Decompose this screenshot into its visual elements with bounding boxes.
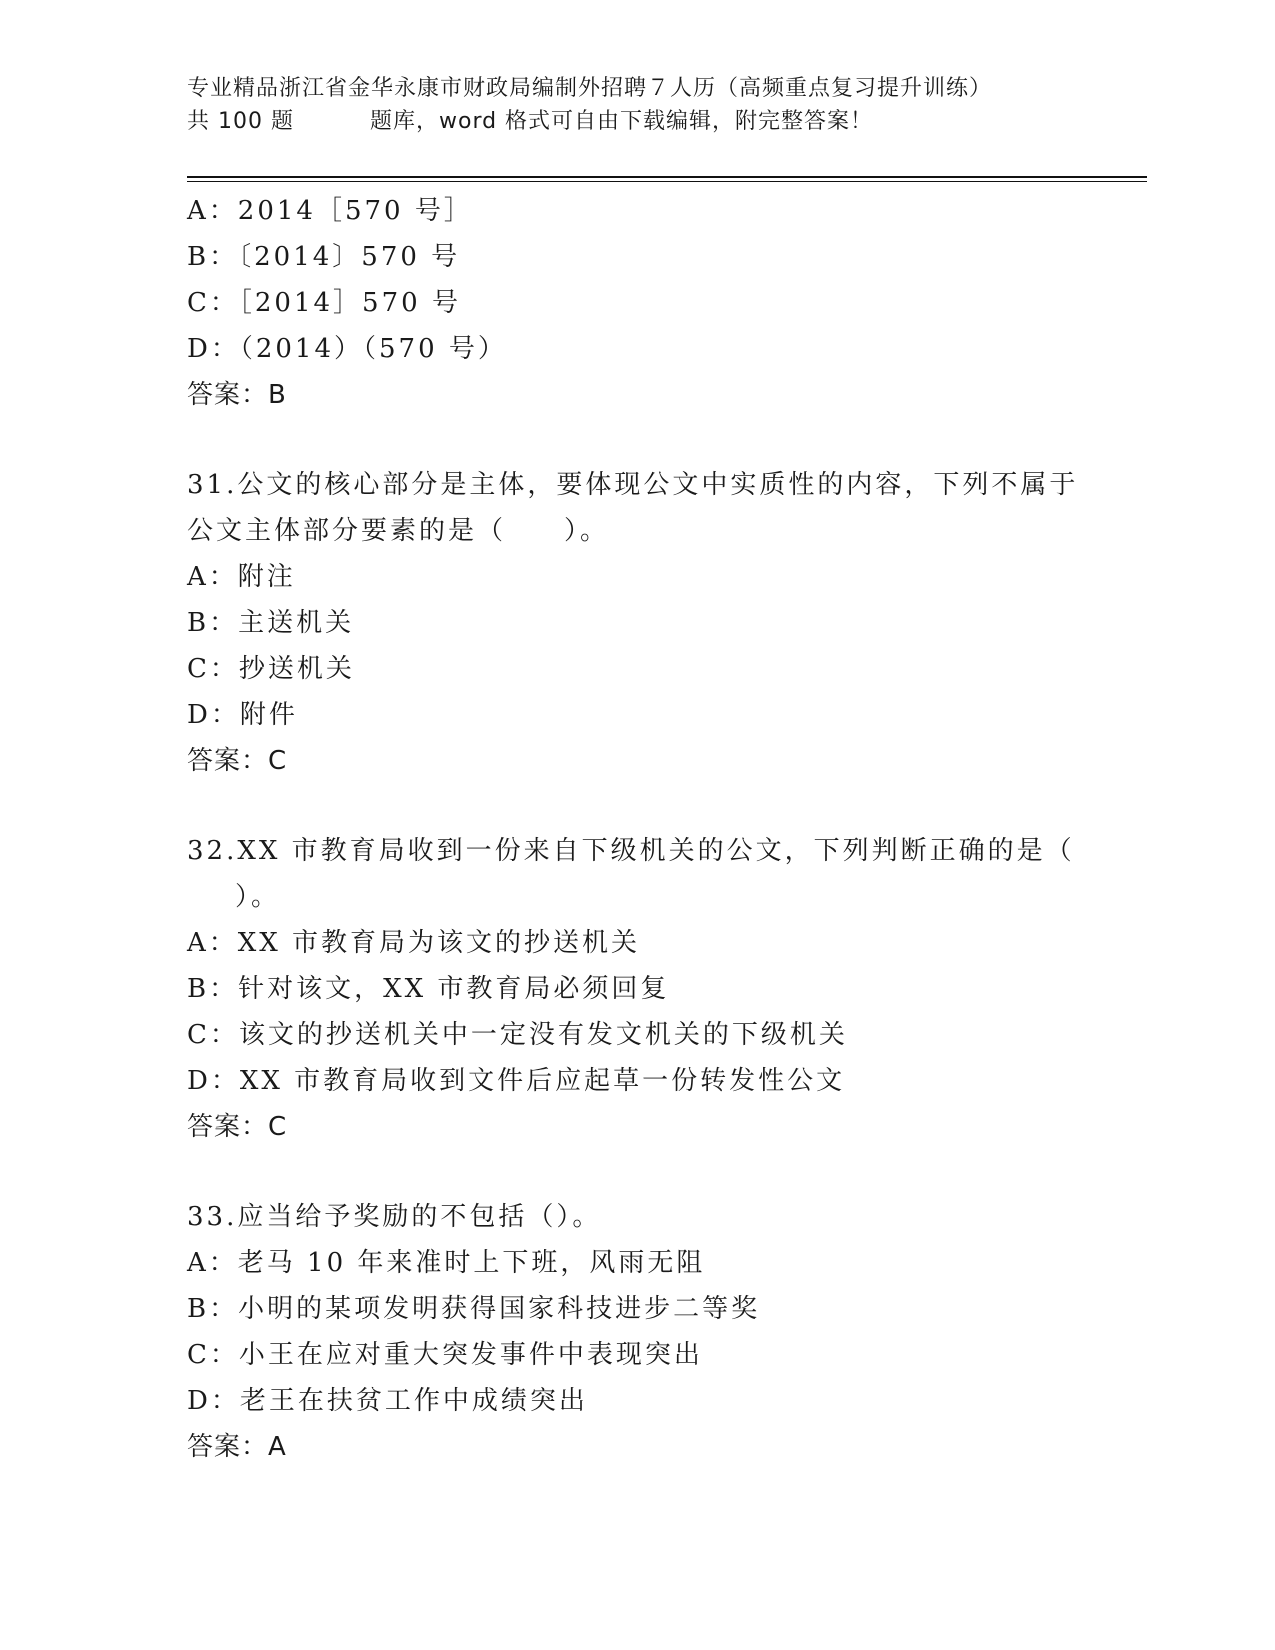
question-stem-continued: 公文主体部分要素的是（ ）。: [187, 516, 610, 546]
header-divider-thin: [187, 181, 1147, 182]
question-33: [187, 1194, 1087, 1470]
question-32: [187, 828, 1087, 1150]
option-c: C：该文的抄送机关中一定没有发文机关的下级机关: [187, 1020, 848, 1050]
option-d: D：（2014）（570 号）: [187, 334, 507, 364]
answer-line: 答案：C: [187, 1112, 288, 1142]
question-stem: 32.XX 市教育局收到一份来自下级机关的公文，下列判断正确的是（: [187, 836, 1075, 866]
question-stem: 33.应当给予奖励的不包括（）。: [187, 1202, 602, 1232]
option-c: C：［2014］570 号: [187, 288, 461, 318]
header-subtitle-line: [187, 105, 1147, 138]
header-divider-thick: [187, 176, 1147, 178]
answer-line: 答案：C: [187, 746, 288, 776]
option-b: B：针对该文，XX 市教育局必须回复: [187, 974, 670, 1004]
answer-line: 答案：A: [187, 1432, 287, 1462]
option-c: C：抄送机关: [187, 654, 355, 684]
option-a: A：老马 10 年来准时上下班，风雨无阻: [187, 1248, 706, 1278]
option-d: D：老王在扶贫工作中成绩突出: [187, 1386, 588, 1416]
option-a: A：附注: [187, 562, 296, 592]
question-count: 共 100 题: [187, 109, 294, 134]
question-31: [187, 462, 1087, 784]
option-b: B：主送机关: [187, 608, 355, 638]
option-a: A：2014［570 号］: [187, 196, 473, 226]
header-description: 题库，word 格式可自由下载编辑，附完整答案！: [369, 109, 874, 134]
option-b: B：小明的某项发明获得国家科技进步二等奖: [187, 1294, 761, 1324]
question-30: [187, 188, 1087, 418]
option-d: D：附件: [187, 700, 298, 730]
option-a: A：XX 市教育局为该文的抄送机关: [187, 928, 641, 958]
question-stem-continued: ）。: [235, 882, 281, 912]
document-header: [187, 72, 1147, 138]
header-title-line: 专业精品浙江省金华永康市财政局编制外招聘７人历（高频重点复习提升训练）: [187, 76, 993, 101]
option-c: C：小王在应对重大突发事件中表现突出: [187, 1340, 703, 1370]
question-stem: 31.公文的核心部分是主体，要体现公文中实质性的内容，下列不属于: [187, 470, 1079, 500]
option-d: D：XX 市教育局收到文件后应起草一份转发性公文: [187, 1066, 846, 1096]
question-content: [187, 188, 1087, 1470]
answer-line: 答案：B: [187, 380, 287, 410]
option-b: B：〔2014〕570 号: [187, 242, 461, 272]
